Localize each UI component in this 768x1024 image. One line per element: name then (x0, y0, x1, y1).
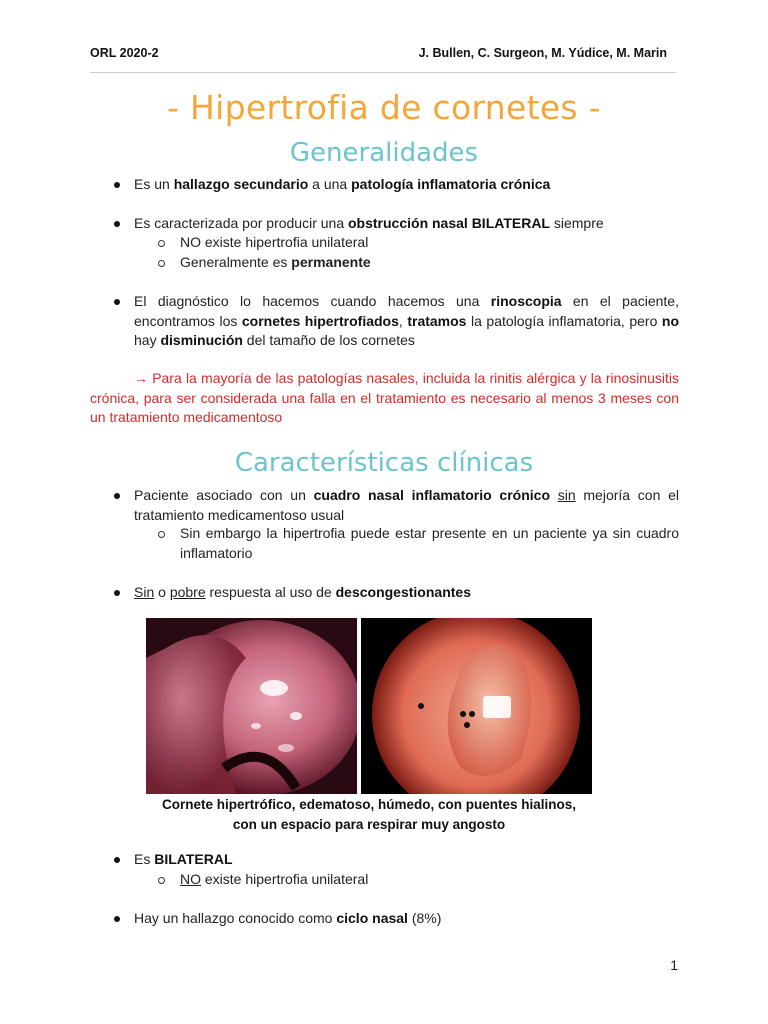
sub-bullet-circle (158, 877, 165, 884)
sub-bullet-circle (158, 531, 165, 538)
header-divider (90, 72, 676, 73)
bullet-descongestionantes: Sin o pobre respuesta al uso de descongestionantes (134, 584, 471, 600)
bullet-dot (114, 493, 120, 499)
bullet-ciclo-nasal: Hay un hallazgo conocido como ciclo nasal (8%) (134, 910, 442, 926)
note-treatment-failure: → Para la mayoría de las patologías nasales, incluida la rinitis alérgica y la rinosinusitis crónica, para ser considerada una falla en el tratamiento es necesario al menos 3 meses con un tratamiento medicamentoso (90, 370, 679, 425)
section-heading-generalidades: Generalidades (289, 138, 479, 168)
bullet-dot (114, 299, 120, 305)
bullet-dot (114, 857, 120, 863)
header-course: ORL 2020-2 (90, 46, 159, 60)
image-caption: Cornete hipertrófico, edematoso, húmedo, con puentes hialinos, con un espacio para respirar muy angosto (161, 797, 577, 832)
page-number: 1 (670, 957, 678, 973)
bullet-dot (114, 221, 120, 227)
endoscopy-image-right (361, 618, 592, 794)
page-title: - Hipertrofia de cornetes - (167, 88, 601, 127)
endoscopy-image-left (146, 618, 357, 794)
bullet-dot (114, 182, 120, 188)
bullet-cuadro-nasal: Paciente asociado con un cuadro nasal inflamatorio crónico sin mejoría con el tratamiento medicamentoso usual (134, 487, 680, 523)
bullet-obstruccion: Es caracterizada por producir una obstrucción nasal BILATERAL siempre (134, 215, 604, 231)
sub-bullet-sin-embargo: Sin embargo la hipertrofia puede estar presente en un paciente ya sin cuadro inflamatorio (180, 525, 679, 561)
sub-bullet-permanente: Generalmente es permanente (180, 254, 371, 270)
bullet-dot (114, 916, 120, 922)
sub-bullet-circle (158, 260, 165, 267)
bullet-diagnostico: El diagnóstico lo hacemos cuando hacemos una rinoscopia en el paciente, encontramos los cornetes hipertrofiados, tratamos la patología inflamatoria, pero no hay disminución del tamaño de los cornetes (134, 293, 679, 348)
sub-bullet-circle (158, 240, 165, 247)
bullet-bilateral: Es BILATERAL (134, 851, 233, 867)
bullet-hallazgo: Es un hallazgo secundario a una patología inflamatoria crónica (134, 176, 551, 192)
header-authors: J. Bullen, C. Surgeon, M. Yúdice, M. Marin (418, 46, 667, 60)
sub-bullet-no-unilateral: NO existe hipertrofia unilateral (180, 871, 369, 887)
bullet-dot (114, 590, 120, 596)
section-heading-caracteristicas: Características clínicas (234, 448, 534, 478)
sub-bullet-unilateral: NO existe hipertrofia unilateral (180, 234, 369, 250)
